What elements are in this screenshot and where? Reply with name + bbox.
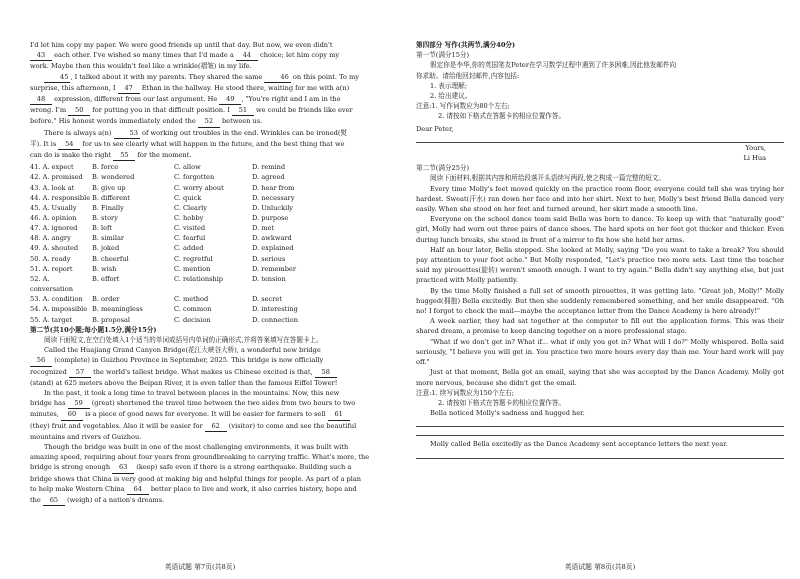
option-choice: D. remember (252, 264, 296, 273)
passage-line: surprise, this afternoon, I 47 Ethan in the hallway. He stood there, waiting for me with a(n) (30, 83, 386, 94)
blank-51: 51 (232, 105, 254, 116)
option-choice: D. awkward (252, 234, 292, 243)
blank-59: 59 (68, 398, 90, 409)
s1-prompt-2: 你求助。请给他回封邮件,内容包括: (416, 71, 520, 80)
blank-60: 60 (61, 409, 83, 420)
option-choice: C. common (174, 305, 212, 314)
option-choice: 47. A. ignored (30, 224, 78, 233)
option-choice: B. wish (92, 264, 117, 273)
option-choice: C. allow (174, 163, 201, 172)
option-choice: C. Clearly (174, 203, 207, 212)
option-choice: D. explained (252, 244, 294, 253)
story-paragraph: Half an hour later, Bella stopped. She looked at Molly, saying "Do you want to take a break? You should pay attention to your foot ache." But Molly responded, "Let's practice two more sets. Last time the teacher said my pirouettes(旋转) weren't smooth enough. I want to try again." Bella didn't say anything else, but just practiced with Molly patiently. (416, 245, 784, 285)
page-8-footer: 英语试题 第8页(共8页) (564, 563, 636, 571)
blank-63: 63 (112, 462, 134, 473)
story-passage (416, 184, 784, 388)
salutation: Dear Peter, (416, 124, 454, 133)
option-choice: 42. A. promised (30, 173, 83, 182)
option-choice: B. joked (92, 244, 120, 253)
passage-line: In the past, it took a long time to travel between places in the mountains. Now, this new (44, 388, 340, 397)
passage-line: I'd let him copy my paper. We were good friends up until that day. But now, we even didn't (30, 41, 333, 49)
option-choice: B. wondered (92, 173, 135, 182)
option-row (30, 203, 386, 213)
option-choice: B. left (92, 224, 113, 233)
story-paragraph: Just at that moment, Bella got an email, saying that she was accepted by the Dance Academy. Molly got more nervous, because she didn't get the email. (416, 368, 784, 387)
section2-instruction: 阅读下面短文,在空白处填入1个适当的单词或括号内单词的正确形式,并将答案填写在答题卡上。 (44, 335, 323, 344)
passage-line: (they) fruit and vegetables. Also it will be easier for 62 (visitor) to come and see the beautiful (30, 421, 386, 432)
blank-52: 52 (198, 116, 220, 127)
option-choice: C. forgotten (174, 173, 215, 182)
passage-line: can do is make the right 55 for the moment. (30, 150, 386, 161)
s1-note-1: 注意:1. 写作词数应为80个左右; (416, 102, 510, 111)
cloze-options (30, 162, 386, 325)
blank-44: 44 (236, 50, 258, 61)
option-row (30, 162, 386, 172)
option-choice: D. necessary (252, 193, 295, 202)
option-choice: D. secret (252, 295, 282, 304)
option-choice: D. remind (252, 163, 286, 172)
continuation-1: Bella noticed Molly's sadness and hugged her. (430, 409, 585, 418)
option-choice: D. hear from (252, 183, 295, 192)
s2-prompt: 阅读下面材料,根据其内容和所给段落开头语续写两段,使之构成一篇完整的短文。 (430, 174, 665, 183)
passage-line: recognized 57 the world's tallest bridge. What makes us Chinese excited is that, 58 (30, 367, 386, 378)
s1-point-2: 2. 给出建议。 (430, 92, 472, 101)
option-choice: 49. A. shouted (30, 244, 79, 253)
option-choice: 50. A. ready (30, 254, 71, 263)
s1-note-2: 2. 请按如下格式在答题卡的相应位置作答。 (438, 112, 566, 121)
answer-line (416, 429, 784, 436)
answer-line (416, 420, 784, 427)
blank-48: 48 (30, 94, 52, 105)
blank-54: 54 (58, 139, 80, 150)
option-choice: B. different (92, 193, 130, 202)
option-row (30, 315, 386, 325)
option-row (30, 274, 386, 294)
option-choice: C. mention (174, 264, 211, 273)
option-choice: B. Finally (92, 203, 124, 212)
option-choice: D. purpose (252, 214, 289, 223)
passage-line: (stand) at 625 meters above the Beipan River, it is even taller than the famous Eiffel Tower! (30, 378, 338, 387)
option-choice: B. meaningless (92, 305, 143, 314)
passage-line: 45 , I talked about it with my parents. They shared the same 46 on this point. To my (30, 72, 386, 83)
closing: Yours, (745, 143, 766, 152)
page-8 (400, 0, 800, 579)
passage-line: the 65 (weigh) of a nation's dreams. (30, 495, 386, 506)
option-choice: 46. A. opinion (30, 214, 77, 223)
story-paragraph: A week earlier, they had sat together at the computer to fill out the application forms. This was their shared dream, a promise to keep dancing together on a more professional stage. (416, 317, 784, 336)
s1-title: 第一节(满分15分) (416, 51, 470, 60)
option-choice: B. proposal (92, 315, 130, 324)
option-row (30, 264, 386, 274)
option-row (30, 193, 386, 203)
option-choice: D. Unluckily (252, 203, 294, 212)
passage-line: Called the Huajiang Grand Canyon Bridge(花江大峡谷大桥), a wonderful new bridge (44, 346, 321, 355)
option-choice: 45. A. Usually (30, 203, 77, 212)
option-choice: D. tension (252, 274, 286, 283)
option-choice: B. similar (92, 234, 125, 243)
option-choice: C. worry about (174, 183, 224, 192)
section2-title: 第二节(共10小题;每小题1.5分,满分15分) (30, 325, 157, 334)
option-row (30, 304, 386, 314)
blank-62: 62 (205, 421, 227, 432)
option-choice: 48. A. angry (30, 234, 71, 243)
blank-50: 50 (68, 105, 90, 116)
passage-line: wrong. I'm 50 for putting you in that difficult position. I 51 we could be friends like ever (30, 105, 386, 116)
option-choice: C. method (174, 295, 209, 304)
grammar-passage (30, 345, 386, 506)
story-paragraph: "What if we don't get in? What if... what if only you get in? What will I do?" Molly whispered. Bella said seriously, "I believe you will get in. You practice two more hours every day than me. Your hard work will pay off." (416, 337, 784, 367)
blank-65: 65 (43, 495, 65, 506)
blank-57: 57 (69, 367, 91, 378)
s1-point-1: 1. 表示理解; (430, 81, 467, 90)
option-row (30, 233, 386, 243)
option-row (30, 213, 386, 223)
passage-line: bridge shows that China is very good at making big and helpful things for people. As part of a plan (30, 474, 362, 483)
passage-line: amazing speed, requiring about four years from groundbreaking to carrying traffic. What's more, the (30, 453, 370, 462)
option-choice: D. agreed (252, 173, 285, 182)
story-paragraph: Every time Molly's feet moved quickly on the practice room floor, everyone could tell she was trying her hardest. Sweat(汗水) ran down her face and into her shirt. Next to her, Molly's best friend Bella danced very easily. When she stood on her feet and turned around, her skirt made a smooth line. (416, 184, 784, 214)
story-paragraph: Everyone on the school dance team said Bella was born to dance. To keep up with that "naturally good" girl, Molly had worn out three pairs of dance shoes. The hard spots on her feet got thicker and thicker. Even during lunch breaks, she stood in front of a mirror to fix how she held her arms. (416, 215, 784, 244)
option-choice: 53. A. condition (30, 295, 83, 304)
option-choice: C. fearful (174, 234, 206, 243)
option-choice: B. effort (92, 274, 120, 283)
option-row (30, 223, 386, 233)
passage-line: before." His honest words immediately ended the 52 between us. (30, 116, 386, 127)
passage-line: Though the bridge was built in one of the most challenging environments, it was built with (44, 442, 349, 451)
blank-53: 53 (114, 128, 140, 139)
blank-49: 49 (219, 94, 241, 105)
option-choice: C. regretful (174, 254, 213, 263)
passage-line: 56 (complete) in Guizhou Province in September, 2025. This bridge is now officially (30, 355, 386, 366)
passage-line: work. Maybe then this wouldn't feel like a wrinkle(褶皱) in my life. (30, 62, 252, 71)
signature-name: Li Hua (743, 154, 766, 163)
blank-58: 58 (315, 367, 337, 378)
passage-line: There is always a(n) 53 of working out troubles in the end. Wrinkles can be ironed(熨 (30, 128, 386, 139)
passage-line: 平). It is 54 for us to see clearly what will happen in the future, and the best thing that we (30, 139, 386, 150)
option-choice: B. story (92, 214, 118, 223)
option-choice: D. connection (252, 315, 298, 324)
blank-56: 56 (30, 355, 52, 366)
passage-line: mountains and rivers of Guizhou. (30, 432, 142, 441)
option-choice: C. added (174, 244, 204, 253)
story-paragraph: By the time Molly finished a full set of smooth pirouettes, it was getting late. "Great job, Molly!" Molly hugged(拥抱) Bella excitedly. But then she suddenly remembered something, and her smile disappeared. "Oh no! I forgot to check the mail—maybe the acceptance letter from the Dance Academy is here already!" (416, 286, 784, 316)
option-choice: C. hobby (174, 214, 204, 223)
blank-61: 61 (328, 409, 350, 420)
option-row (30, 183, 386, 193)
option-choice: B. order (92, 295, 120, 304)
continuation-2: Molly called Bella excitedly as the Dance Academy sent acceptance letters the next year. (430, 440, 728, 449)
blank-47: 47 (118, 83, 140, 94)
passage-line: to help make Western China 64 better place to live and work, it also carries history, hope and (30, 484, 386, 495)
option-row (30, 172, 386, 182)
option-choice: B. force (92, 163, 119, 172)
option-row (30, 294, 386, 304)
option-choice: 54. A. impossible (30, 305, 88, 314)
passage-line: 43 each other. I've wished so many times that I'd made a 44 choice; let him copy my (30, 50, 386, 61)
option-choice: C. visited (174, 224, 206, 233)
option-choice: 41. A. expect (30, 163, 74, 172)
passage-line: bridge has 59 (great) shortened the travel time between the two sides from two hours to two (30, 398, 386, 409)
option-row (30, 254, 386, 264)
s1-prompt-1: 假定你是李华,你的英国笔友Peter在学习数学过程中遇到了许多困难,因此他发邮件向 (430, 61, 677, 70)
blank-43: 43 (30, 50, 52, 61)
answer-line (416, 136, 784, 143)
option-choice: 44. A. responsible (30, 193, 91, 202)
option-choice: D. met (252, 224, 275, 233)
option-choice: 43. A. look at (30, 183, 75, 192)
s2-title: 第二节(满分25分) (416, 164, 470, 173)
blank-64: 64 (127, 484, 149, 495)
s2-note-2: 2. 请按如下格式在答题卡的相应位置作答。 (438, 398, 566, 407)
option-choice: 52. A. conversation (30, 274, 73, 294)
option-choice: C. decision (174, 315, 211, 324)
answer-line (416, 452, 784, 459)
blank-45: 45 (44, 72, 70, 83)
passage-line: minutes, 60 is a piece of good news for everyone. It will be easier for farmers to sell 61 (30, 409, 386, 420)
blank-46: 46 (264, 72, 290, 83)
option-choice: D. interesting (252, 305, 298, 314)
passage-line: 48 expression, different from our last argument. He 49 , "You're right and I am in the (30, 94, 386, 105)
option-row (30, 243, 386, 253)
passage-line: bridge is strong enough 63 (keep) safe even if there is a strong earthquake. Building such a (30, 462, 386, 473)
option-choice: 55. A. target (30, 315, 73, 324)
option-choice: C. relationship (174, 274, 224, 283)
part4-title: 第四部分 写作(共两节,满分40分) (416, 41, 516, 49)
option-choice: D. serious (252, 254, 286, 263)
option-choice: 51. A. report (30, 264, 73, 273)
blank-55: 55 (113, 150, 135, 161)
option-choice: B. cheerful (92, 254, 129, 263)
cloze-passage (30, 40, 386, 161)
page-7-footer: 英语试题 第7页(共8页) (164, 563, 236, 571)
option-choice: C. quick (174, 193, 202, 202)
s2-note-1: 注意:1. 续写词数应为150个左右; (416, 388, 514, 397)
option-choice: B. give up (92, 183, 126, 192)
